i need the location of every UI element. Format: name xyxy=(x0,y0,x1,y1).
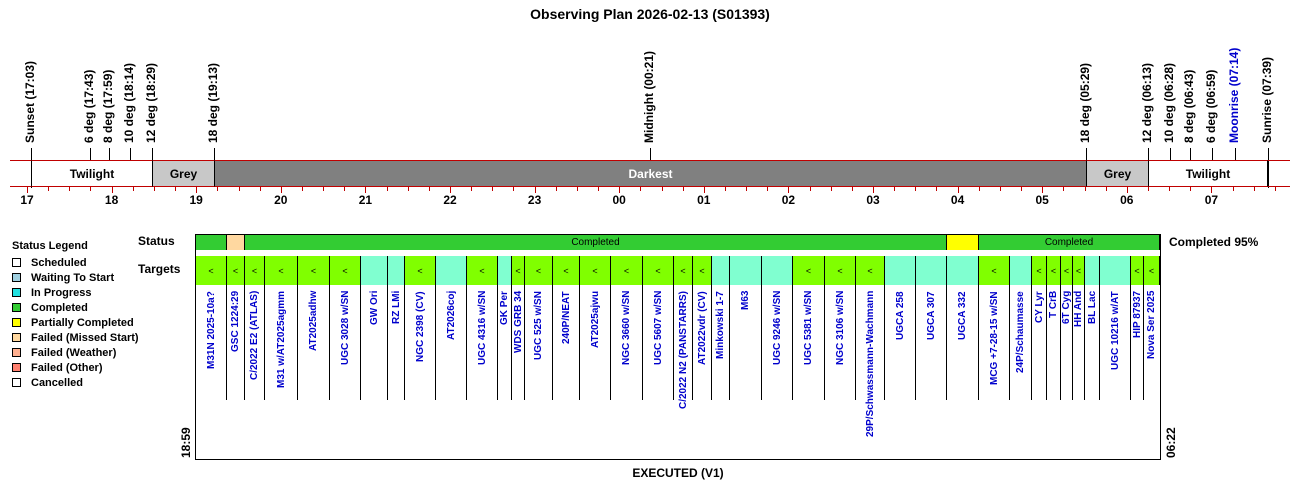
legend-swatch xyxy=(12,258,21,267)
target-cell[interactable]: < xyxy=(467,256,498,285)
twilight-band: Twilight xyxy=(31,160,152,187)
hour-tick xyxy=(767,187,768,191)
hour-label: 04 xyxy=(950,193,965,207)
target-name[interactable]: NGC 2398 (CV) xyxy=(414,291,426,362)
target-cell[interactable]: < xyxy=(525,256,553,285)
event-marker xyxy=(1212,148,1213,160)
event-label: 8 deg (06:43) xyxy=(1182,69,1196,143)
hour-tick xyxy=(746,187,747,191)
target-cell[interactable] xyxy=(1100,256,1131,285)
target-name[interactable]: C/2022 N2 (PANSTARRS) xyxy=(677,291,689,409)
targets-row-label: Targets xyxy=(138,262,181,276)
target-divider xyxy=(1046,285,1047,400)
hour-tick xyxy=(535,187,536,193)
target-name[interactable]: CY Lyr xyxy=(1033,291,1045,323)
event-label: 6 deg (17:43) xyxy=(82,69,96,143)
hour-tick xyxy=(1169,187,1170,191)
hour-label: 07 xyxy=(1204,193,1219,207)
target-name[interactable]: 240P/NEAT xyxy=(560,291,572,344)
target-name[interactable]: UGC 5381 w/SN xyxy=(803,290,814,365)
hour-tick xyxy=(852,187,853,191)
hour-tick xyxy=(1254,187,1255,191)
hour-label: 03 xyxy=(866,193,880,207)
target-divider xyxy=(435,285,436,400)
event-label: Moonrise (07:14) xyxy=(1227,47,1241,143)
target-name[interactable]: UGC 525 w/SN xyxy=(533,291,544,360)
hour-tick xyxy=(175,187,176,191)
target-cell[interactable]: < xyxy=(1073,256,1085,285)
target-name[interactable]: AT2025adhw xyxy=(308,290,319,351)
target-divider xyxy=(226,285,227,400)
target-cell[interactable]: < xyxy=(1144,256,1160,285)
hour-tick xyxy=(704,187,705,193)
hour-label: 00 xyxy=(612,193,626,207)
hour-tick xyxy=(133,187,134,191)
hour-tick xyxy=(873,187,874,193)
target-cell[interactable]: < xyxy=(245,256,265,285)
hour-tick xyxy=(112,187,113,193)
hour-label: 18 xyxy=(104,193,119,207)
target-cell[interactable]: < xyxy=(265,256,298,285)
event-marker xyxy=(1086,148,1087,160)
target-divider xyxy=(297,285,298,400)
target-cell[interactable]: < xyxy=(298,256,330,285)
status-segment[interactable] xyxy=(227,235,245,250)
hour-tick xyxy=(365,187,366,193)
target-name[interactable]: NGC 3106 w/SN xyxy=(834,290,846,365)
target-divider xyxy=(497,285,498,400)
hour-tick xyxy=(471,187,472,191)
target-cell[interactable] xyxy=(1085,256,1100,285)
target-divider xyxy=(761,285,762,400)
target-divider xyxy=(244,285,245,400)
target-cell[interactable] xyxy=(388,256,405,285)
event-marker xyxy=(1235,148,1236,160)
twilight-band: Twilight xyxy=(1148,160,1268,187)
target-cell[interactable]: < xyxy=(330,256,361,285)
target-cell[interactable] xyxy=(916,256,947,285)
hour-tick xyxy=(408,187,409,191)
hour-tick xyxy=(1127,187,1128,193)
end-time: 06:22 xyxy=(1164,427,1178,458)
target-cell[interactable]: < xyxy=(1061,256,1073,285)
target-name[interactable]: Nova Ser 2025 xyxy=(1146,290,1157,359)
target-divider xyxy=(466,285,467,400)
target-cell[interactable] xyxy=(712,256,730,285)
hour-tick xyxy=(450,187,451,193)
target-name[interactable]: UGC 5607 w/SN xyxy=(652,290,664,365)
target-name[interactable]: GSC 1224:29 xyxy=(230,290,241,352)
hour-label: 05 xyxy=(1035,193,1049,207)
target-divider xyxy=(946,285,947,400)
target-divider xyxy=(264,285,265,400)
legend-item xyxy=(12,271,114,284)
legend-swatch xyxy=(12,303,21,312)
twilight-band: Darkest xyxy=(214,160,1086,187)
legend-item xyxy=(12,346,116,359)
start-time: 18:59 xyxy=(179,427,193,458)
event-label: Sunset (17:03) xyxy=(23,60,37,143)
hour-tick xyxy=(1211,187,1212,193)
hour-label: 01 xyxy=(697,193,711,207)
target-divider xyxy=(673,285,674,400)
hour-label: 23 xyxy=(527,193,542,207)
target-divider xyxy=(511,285,512,400)
target-divider xyxy=(1130,285,1131,400)
legend-swatch xyxy=(12,348,21,357)
hour-tick xyxy=(979,187,980,191)
target-name[interactable]: M31N 2025-10a? xyxy=(205,291,217,369)
hour-label: 22 xyxy=(443,193,457,207)
target-cell[interactable]: < xyxy=(793,256,825,285)
target-cell[interactable]: < xyxy=(580,256,611,285)
event-label: 10 deg (18:14) xyxy=(122,62,136,143)
hour-tick xyxy=(513,187,514,191)
hour-label: 06 xyxy=(1120,193,1134,207)
hour-tick xyxy=(936,187,937,191)
hour-tick xyxy=(1190,187,1191,191)
target-cell[interactable]: < xyxy=(1131,256,1144,285)
event-label: 18 deg (05:29) xyxy=(1078,62,1092,143)
target-cell[interactable] xyxy=(762,256,793,285)
target-cell[interactable] xyxy=(1010,256,1032,285)
target-divider xyxy=(1084,285,1085,400)
target-cell[interactable]: < xyxy=(856,256,885,285)
legend-swatch xyxy=(12,378,21,387)
legend-swatch xyxy=(12,318,21,327)
hour-tick xyxy=(1106,187,1107,191)
target-cell[interactable]: < xyxy=(512,256,525,285)
hour-tick xyxy=(1233,187,1234,191)
target-cell[interactable]: < xyxy=(611,256,643,285)
event-label: Sunrise (07:39) xyxy=(1260,56,1274,143)
hour-tick xyxy=(915,187,916,191)
hour-tick xyxy=(683,187,684,191)
hour-tick xyxy=(1000,187,1001,191)
target-divider xyxy=(692,285,693,400)
target-cell[interactable]: < xyxy=(405,256,436,285)
target-divider xyxy=(360,285,361,400)
target-divider xyxy=(855,285,856,400)
target-cell[interactable]: < xyxy=(196,256,227,285)
hour-label: 19 xyxy=(189,193,203,207)
status-segment[interactable]: Completed xyxy=(245,235,947,250)
hour-tick xyxy=(217,187,218,191)
hour-tick xyxy=(344,187,345,191)
event-marker xyxy=(214,148,215,160)
legend-label: Partially Completed xyxy=(31,316,134,329)
event-marker xyxy=(90,148,91,160)
target-name[interactable]: 24P/Schaumasse xyxy=(1015,291,1026,373)
target-name[interactable]: BL Lac xyxy=(1086,290,1098,324)
hour-tick xyxy=(48,187,49,191)
hour-tick xyxy=(27,187,28,193)
target-cell[interactable] xyxy=(885,256,916,285)
legend-label: Failed (Missed Start) xyxy=(31,331,139,344)
hour-tick xyxy=(1085,187,1086,191)
hour-tick xyxy=(1275,187,1276,191)
hour-label: 17 xyxy=(20,193,34,207)
legend-swatch xyxy=(12,363,21,372)
hour-tick xyxy=(1021,187,1022,191)
event-marker xyxy=(1190,148,1191,160)
target-name[interactable]: UGCA 307 xyxy=(925,291,937,340)
target-name[interactable]: GK Per xyxy=(499,291,510,325)
target-cell[interactable] xyxy=(361,256,388,285)
event-label: Midnight (00:21) xyxy=(642,51,656,143)
legend-item xyxy=(12,331,139,344)
hour-label: 02 xyxy=(781,193,796,207)
target-name[interactable]: UGCA 332 xyxy=(957,291,968,340)
event-label: 12 deg (18:29) xyxy=(144,62,158,143)
target-name[interactable]: AT2026coj xyxy=(445,290,457,340)
target-divider xyxy=(978,285,979,400)
target-cell[interactable]: < xyxy=(1047,256,1061,285)
target-divider xyxy=(610,285,611,400)
event-label: 10 deg (06:28) xyxy=(1162,62,1176,143)
legend-label: In Progress xyxy=(31,286,92,299)
page-title: Observing Plan 2026-02-13 (S01393) xyxy=(530,6,770,22)
target-divider xyxy=(329,285,330,400)
hour-tick xyxy=(1148,187,1149,191)
target-name[interactable]: GW Ori xyxy=(368,290,380,325)
hour-tick xyxy=(492,187,493,191)
hour-tick xyxy=(1042,187,1043,193)
target-divider xyxy=(711,285,712,400)
legend-item xyxy=(12,361,103,374)
hour-tick xyxy=(260,187,261,191)
target-name[interactable]: T CrB xyxy=(1048,290,1059,318)
target-name[interactable]: 29P/Schwassmann-Wachmann xyxy=(864,290,876,437)
target-cell[interactable]: < xyxy=(674,256,693,285)
target-cell[interactable]: < xyxy=(553,256,580,285)
target-divider xyxy=(915,285,916,400)
event-label: 6 deg (06:59) xyxy=(1204,69,1218,143)
target-divider xyxy=(1143,285,1144,400)
legend-title: Status Legend xyxy=(12,240,88,252)
hour-tick xyxy=(640,187,641,191)
hour-tick xyxy=(619,187,620,193)
target-cell[interactable]: < xyxy=(1032,256,1047,285)
legend-label: Cancelled xyxy=(31,376,83,389)
legend-item xyxy=(12,256,87,269)
legend-label: Scheduled xyxy=(31,256,87,269)
hour-tick xyxy=(662,187,663,191)
twilight-band: Grey xyxy=(1086,160,1148,187)
hour-tick xyxy=(958,187,959,193)
legend-item xyxy=(12,376,83,389)
event-marker xyxy=(109,148,110,160)
target-name[interactable]: 6T Cyg xyxy=(1061,290,1072,324)
target-cell[interactable] xyxy=(947,256,979,285)
event-marker xyxy=(1170,148,1171,160)
target-cell[interactable]: < xyxy=(979,256,1010,285)
legend-label: Failed (Weather) xyxy=(31,346,117,359)
footer-label: EXECUTED (V1) xyxy=(632,466,724,480)
hour-tick xyxy=(831,187,832,191)
target-cell[interactable] xyxy=(436,256,467,285)
target-cell[interactable] xyxy=(498,256,512,285)
target-divider xyxy=(404,285,405,400)
hour-tick xyxy=(577,187,578,191)
hour-tick xyxy=(894,187,895,191)
hour-tick xyxy=(725,187,726,191)
target-name[interactable]: C/2022 E2 (ATLAS) xyxy=(249,290,260,380)
hour-tick xyxy=(154,187,155,191)
twilight-band: Grey xyxy=(152,160,214,187)
status-segment[interactable] xyxy=(947,235,979,250)
hour-tick xyxy=(598,187,599,191)
target-divider xyxy=(1099,285,1100,400)
target-name[interactable]: WDS GRB 34 xyxy=(512,290,524,353)
legend-item xyxy=(12,286,92,299)
target-cell[interactable]: < xyxy=(643,256,674,285)
hour-tick xyxy=(323,187,324,191)
hour-tick xyxy=(387,187,388,191)
hour-tick xyxy=(556,187,557,191)
hour-tick xyxy=(1063,187,1064,191)
target-cell[interactable]: < xyxy=(227,256,245,285)
target-name[interactable]: AT2025ajwu xyxy=(589,290,601,348)
hour-tick xyxy=(239,187,240,191)
target-name[interactable]: RZ LMi xyxy=(390,290,402,324)
target-cell[interactable] xyxy=(730,256,762,285)
target-name[interactable]: M63 xyxy=(740,290,751,310)
legend-label: Completed xyxy=(31,301,88,314)
hour-tick xyxy=(90,187,91,191)
target-divider xyxy=(824,285,825,400)
target-name[interactable]: Minkowski 1-7 xyxy=(715,291,726,359)
hour-tick xyxy=(69,187,70,191)
target-name[interactable]: UGCA 258 xyxy=(894,291,906,340)
event-label: 12 deg (06:13) xyxy=(1140,62,1154,143)
target-name[interactable]: UGC 4316 w/SN xyxy=(476,290,488,365)
hour-label: 21 xyxy=(358,193,373,207)
hour-tick xyxy=(302,187,303,191)
legend-label: Failed (Other) xyxy=(31,361,103,374)
target-name[interactable]: NGC 3660 w/SN xyxy=(621,290,632,365)
target-name[interactable]: HH And xyxy=(1073,290,1084,327)
hour-tick xyxy=(281,187,282,193)
legend-item xyxy=(12,316,134,329)
event-marker xyxy=(130,148,131,160)
status-segment[interactable] xyxy=(196,235,227,250)
target-name[interactable]: UGC 3028 w/SN xyxy=(339,290,351,365)
legend-swatch xyxy=(12,273,21,282)
hour-tick xyxy=(788,187,789,193)
legend-swatch xyxy=(12,333,21,342)
event-label: 8 deg (17:59) xyxy=(101,69,115,143)
target-divider xyxy=(1009,285,1010,400)
target-divider xyxy=(1031,285,1032,400)
hour-tick xyxy=(196,187,197,193)
event-label: 18 deg (19:13) xyxy=(206,62,220,143)
target-divider xyxy=(729,285,730,400)
event-marker xyxy=(152,148,153,160)
target-divider xyxy=(552,285,553,400)
hour-tick xyxy=(429,187,430,191)
target-divider xyxy=(792,285,793,400)
target-name[interactable]: UGC 10216 w/AT xyxy=(1109,291,1121,370)
target-name[interactable]: AT2022vdr (CV) xyxy=(696,291,708,365)
status-segment[interactable]: Completed xyxy=(979,235,1160,250)
hour-label: 20 xyxy=(274,193,288,207)
target-divider xyxy=(884,285,885,400)
target-divider xyxy=(524,285,525,400)
target-divider xyxy=(579,285,580,400)
target-divider xyxy=(387,285,388,400)
legend-label: Waiting To Start xyxy=(31,271,115,284)
status-row-label: Status xyxy=(138,234,175,248)
legend-swatch xyxy=(12,288,21,297)
target-name[interactable]: M31 w/AT2025agmm xyxy=(275,290,287,388)
event-marker xyxy=(650,148,651,160)
target-name[interactable]: HIP 87937 xyxy=(1131,290,1143,338)
completed-summary: Completed 95% xyxy=(1169,235,1259,249)
event-marker xyxy=(1148,148,1149,160)
target-cell[interactable]: < xyxy=(693,256,712,285)
hour-tick xyxy=(810,187,811,191)
target-name[interactable]: UGC 9246 w/SN xyxy=(771,290,783,365)
target-cell[interactable]: < xyxy=(825,256,856,285)
legend-item xyxy=(12,301,88,314)
target-divider xyxy=(642,285,643,400)
target-name[interactable]: MCG +7-28-15 w/SN xyxy=(988,291,1000,385)
